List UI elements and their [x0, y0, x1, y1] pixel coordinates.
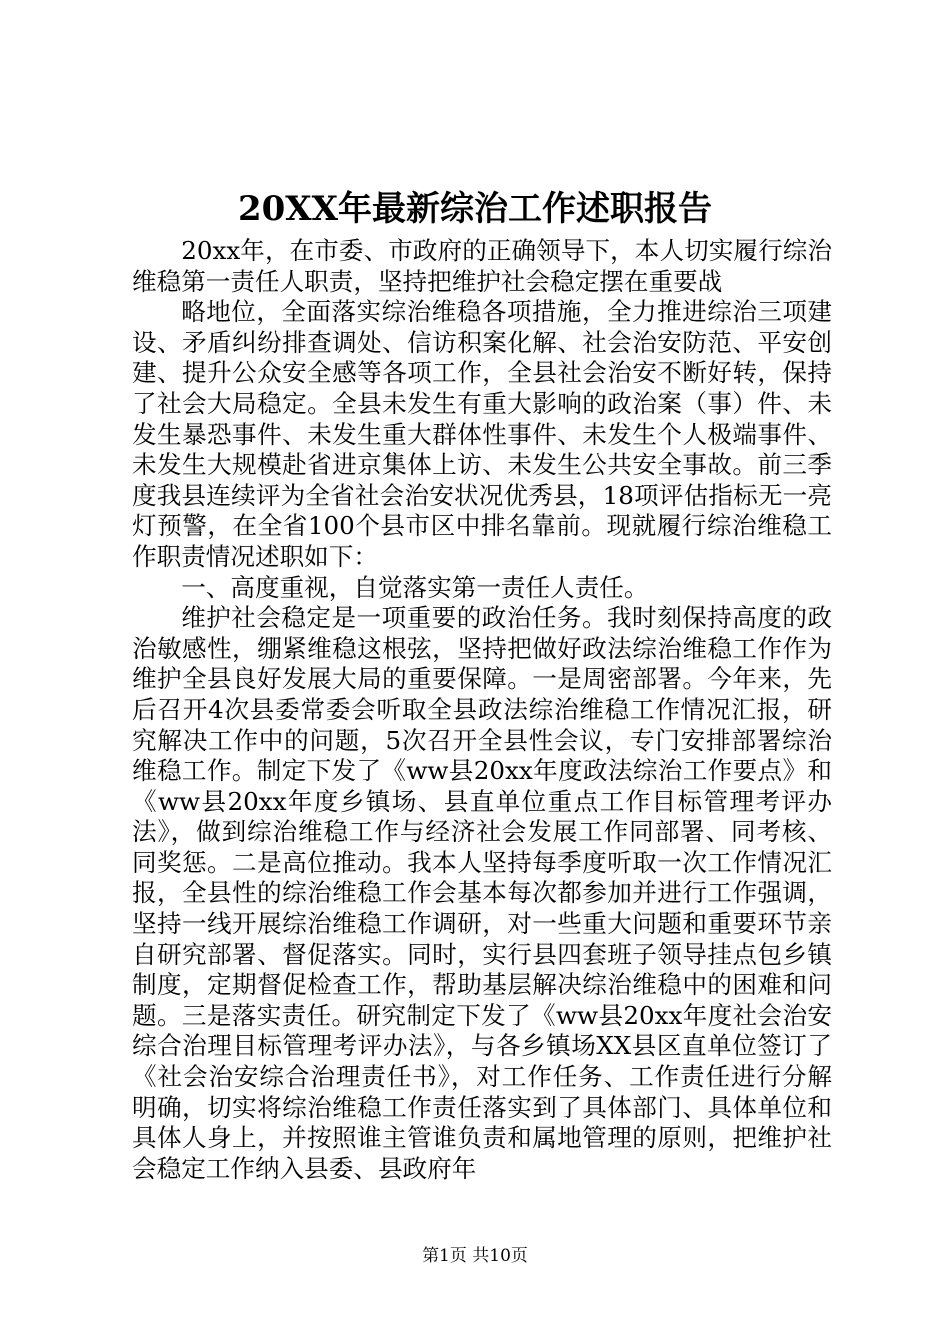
page-number-footer: 第1页 共10页	[422, 1246, 528, 1266]
document-title: 20XX年最新综治工作述职报告	[237, 189, 713, 229]
document-body	[132, 236, 832, 1184]
paragraph-intro: 20xx年，在市委、市政府的正确领导下，本人切实履行综治维稳第一责任人职责，坚持把维护社会稳定摆在重要战	[132, 236, 832, 296]
section-heading-1: 一、高度重视，自觉落实第一责任人责任。	[181, 572, 649, 602]
paragraph-overview: 略地位，全面落实综治维稳各项措施，全力推进综治三项建设、矛盾纠纷排查调处、信访积案化解、社会治安防范、平安创建、提升公众安全感等各项工作，全县社会治安不断好转，保持了社会大局稳定。全县未发生有重大影响的政治案（事）件、未发生暴恐事件、未发生重大群体性事件、未发生个人极端事件、未发生大规模赴省进京集体上访、未发生公共安全事故。前三季度我县连续评为全省社会治安状况优秀县，18项评估指标无一亮灯预警，在全省100个县市区中排名靠前。现就履行综治维稳工作职责情况述职如下：	[132, 297, 832, 571]
paragraph-section-1: 维护社会稳定是一项重要的政治任务。我时刻保持高度的政治敏感性，绷紧维稳这根弦，坚持把做好政法综治维稳工作作为维护全县良好发展大局的重要保障。一是周密部署。今年来，先后召开4次县委常委会听取全县政法综治维稳工作情况汇报，研究解决工作中的问题，5次召开全县性会议，专门安排部署综治维稳工作。制定下发了《ww县20xx年度政法综治工作要点》和《ww县20xx年度乡镇场、县直单位重点工作目标管理考评办法》，做到综治维稳工作与经济社会发展工作同部署、同考核、同奖惩。二是高位推动。我本人坚持每季度听取一次工作情况汇报，全县性的综治维稳工作会基本每次都参加并进行工作强调，坚持一线开展综治维稳工作调研，对一些重大问题和重要环节亲自研究部署、督促落实。同时，实行县四套班子领导挂点包乡镇制度，定期督促检查工作，帮助基层解决综治维稳中的困难和问题。三是落实责任。研究制定下发了《ww县20xx年度社会治安综合治理目标管理考评办法》，与各乡镇场XX县区直单位签订了《社会治安综合治理责任书》，对工作任务、工作责任进行分解明确，切实将综治维稳工作责任落实到了具体部门、具体单位和具体人身上，并按照谁主管谁负责和属地管理的原则，把维护社会稳定工作纳入县委、县政府年	[132, 603, 832, 1183]
